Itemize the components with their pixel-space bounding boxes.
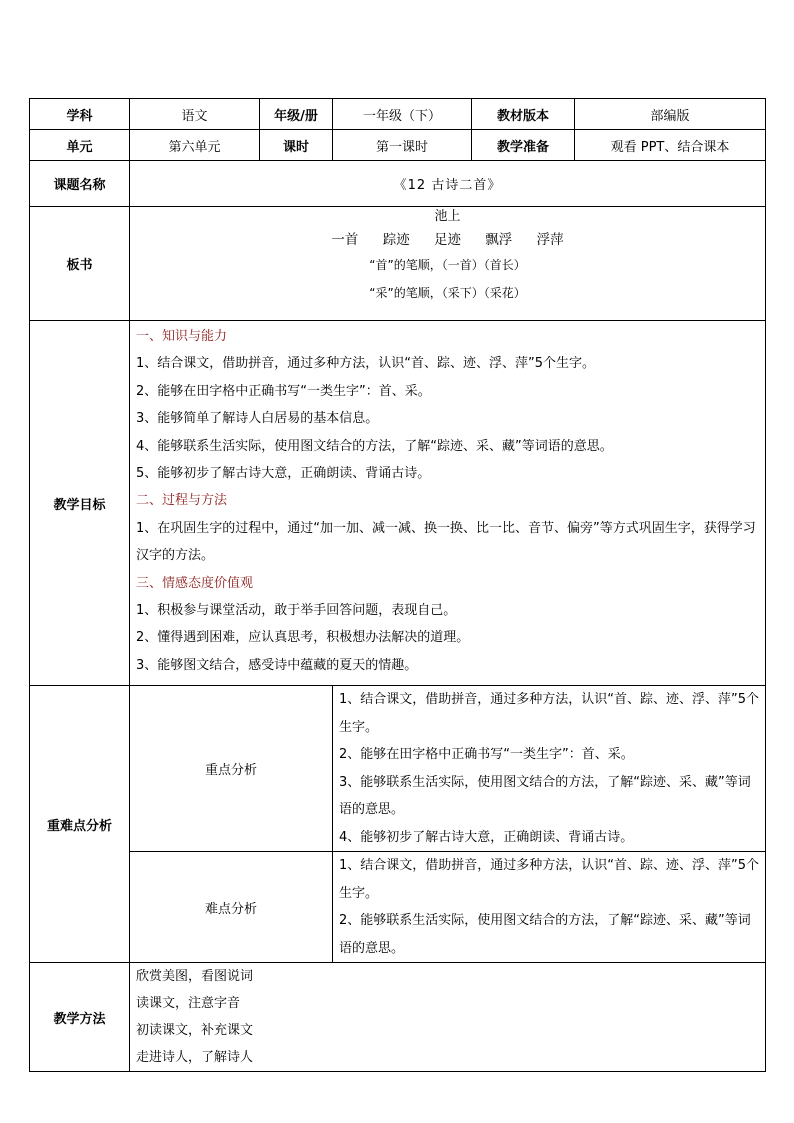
objective-item: 2、能够在田字格中正确书写“一类生字”：首、采。 [136,383,431,399]
key-point-item: 4、能够初步了解古诗大意，正确朗读、背诵古诗。 [339,829,634,845]
objective-item: 3、能够简单了解诗人白居易的基本信息。 [136,411,379,427]
key-points-label: 重点分析 [130,686,333,852]
objectives-row [30,321,766,686]
lesson-title-row [30,161,766,207]
methods-row [30,963,766,1072]
methods-content [130,963,766,1072]
prep-label: 教学准备 [472,130,575,161]
period-label: 课时 [260,130,333,161]
difficult-point-item: 1、结合课文，借助拼音，通过多种方法，认识“首、踪、迹、浮、萍”5个生字。 [339,858,760,901]
key-point-item: 1、结合课文，借助拼音，通过多种方法，认识“首、踪、迹、浮、萍”5个生字。 [339,692,760,735]
board-content [130,207,766,321]
objective-item: 3、能够图文结合，感受诗中蕴藏的夏天的情趣。 [136,657,418,673]
objective-item: 1、结合课文，借助拼音，通过多种方法，认识“首、踪、迹、浮、萍”5个生字。 [136,356,596,372]
subject-value: 语文 [130,99,260,130]
board-stroke-order-cai: “采”的笔顺，（采下）（采花） [369,286,526,300]
objective-item: 1、在巩固生字的过程中，通过“加一加、减一减、换一换、比一比、音节、偏旁”等方式巩固生字，获得学习汉字的方法。 [136,520,756,564]
objective-section-heading: 三、情感态度价值观 [136,575,254,591]
method-item: 走进诗人，了解诗人 [136,1050,254,1066]
method-item: 读课文，注意字音 [136,996,241,1012]
board-label: 板书 [30,207,130,321]
key-point-item: 3、能够联系生活实际，使用图文结合的方法，了解“踪迹、采、藏”等词语的意思。 [339,774,751,818]
difficult-points-row [30,852,766,963]
board-word: 浮萍 [536,232,564,248]
grade-value: 一年级（下） [333,99,472,130]
board-poem-title: 池上 [434,209,461,224]
header-row-1 [30,99,766,130]
methods-label: 教学方法 [30,963,130,1072]
unit-label: 单元 [30,130,130,161]
board-word: 飘浮 [485,232,513,248]
method-item: 初读课文，补充课文 [136,1023,254,1039]
method-item: 欣赏美图，看图说词 [136,969,254,985]
prep-value: 观看 PPT、结合课本 [575,130,766,161]
key-point-item: 2、能够在田字格中正确书写“一类生字”：首、采。 [339,747,634,763]
header-row-2 [30,130,766,161]
objective-item: 5、能够初步了解古诗大意，正确朗读、背诵古诗。 [136,466,431,482]
objectives-content [130,321,766,686]
subject-label: 学科 [30,99,130,130]
difficult-points-label: 难点分析 [130,852,333,963]
unit-value: 第六单元 [130,130,260,161]
board-words [130,227,765,254]
board-word: 一首 [331,232,359,248]
difficult-point-item: 2、能够联系生活实际，使用图文结合的方法，了解“踪迹、采、藏”等词语的意思。 [339,913,751,956]
edition-label: 教材版本 [472,99,575,130]
key-points-row [30,686,766,852]
objective-item: 4、能够联系生活实际，使用图文结合的方法，了解“踪迹、采、藏”等词语的意思。 [136,438,613,454]
board-word: 足迹 [434,232,461,248]
objectives-label: 教学目标 [30,321,130,686]
objective-item: 2、懂得遇到困难，应认真思考，积极想办法解决的道理。 [136,630,470,646]
analysis-label: 重难点分析 [30,686,130,963]
board-stroke-order-shou: “首”的笔顺，（一首）（首长） [369,258,526,272]
lesson-title: 《12 古诗二首》 [130,161,766,207]
objective-section-heading: 一、知识与能力 [136,329,228,344]
difficult-points-content [333,852,766,963]
period-value: 第一课时 [333,130,472,161]
objective-item: 1、积极参与课堂活动，敢于举手回答问题，表现自己。 [136,603,457,619]
grade-label: 年级/册 [260,99,333,130]
key-points-content [333,686,766,852]
board-word: 踪迹 [382,232,410,248]
lesson-title-label: 课题名称 [30,161,130,207]
objective-section-heading: 二、过程与方法 [136,493,228,509]
lesson-plan-table [29,98,766,1072]
edition-value: 部编版 [575,99,766,130]
board-row [30,207,766,321]
